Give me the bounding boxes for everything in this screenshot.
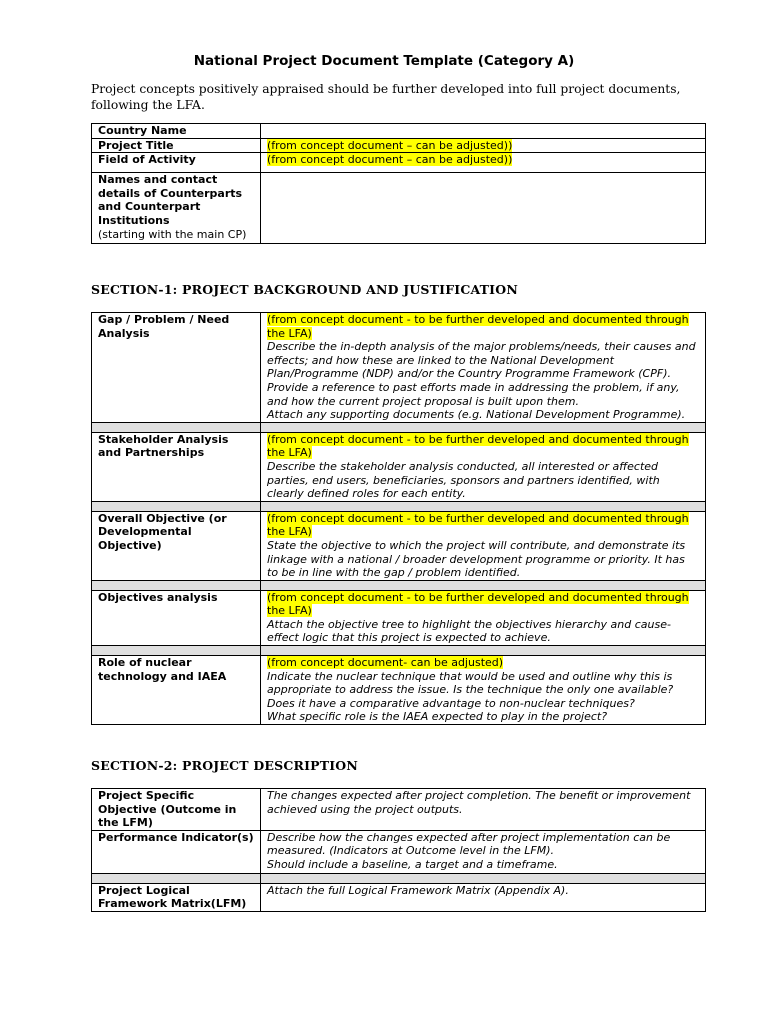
counterparts-label — [92, 173, 261, 244]
logical-framework-label: Project Logical Framework Matrix(LFM) — [92, 883, 261, 911]
specific-objective-text: The changes expected after project completion. The benefit or improvement achieved using the project outputs. — [267, 789, 691, 816]
role-of-nuclear-field[interactable] — [261, 656, 706, 725]
objectives-analysis-label: Objectives analysis — [92, 590, 261, 645]
logical-framework-field[interactable] — [261, 883, 706, 911]
table-row — [92, 883, 706, 911]
table-row — [92, 138, 706, 153]
table-row — [92, 124, 706, 139]
table-separator — [92, 422, 706, 432]
table-row — [92, 313, 706, 423]
table-separator — [92, 501, 706, 511]
role-of-nuclear-text: Indicate the nuclear technique that would be used and outline why this is appropriate to address the issue. Is the technique the only one available? Does it have a comparative advantage to non-nuclear techniques? — [267, 669, 674, 710]
intro-paragraph: Project concepts positively appraised should be further developed into full project documents, following the LFA. — [91, 82, 681, 112]
country-name-field[interactable] — [261, 124, 706, 139]
section-1-table — [91, 312, 706, 725]
project-title-value: (from concept document – can be adjusted)) — [267, 138, 513, 152]
gap-analysis-text: Describe the in-depth analysis of the major problems/needs, their causes and effects; and how these are linked to the National Development Plan/Programme (NDP) and/or the Country Programme Framework (CPF). Provide a reference to past efforts made in addressing the problem, if any, and how the current project proposal is built upon them. — [267, 340, 696, 408]
specific-objective-field[interactable] — [261, 789, 706, 831]
table-row — [92, 153, 706, 173]
performance-indicators-text: Describe how the changes expected after project implementation can be measured. (Indicators at Outcome level in the LFM). — [267, 830, 671, 858]
table-separator — [92, 646, 706, 656]
field-of-activity-field[interactable] — [261, 153, 706, 173]
specific-objective-label: Project Specific Objective (Outcome in the LFM) — [92, 789, 261, 831]
table-row — [92, 656, 706, 725]
counterparts-field[interactable] — [261, 173, 706, 244]
overall-objective-text: State the objective to which the project will contribute, and demonstrate its linkage with a national / broader development programme or priority. It has to be in line with the gap / problem identified. — [267, 538, 686, 580]
performance-indicators-field[interactable] — [261, 830, 706, 873]
table-row — [92, 789, 706, 831]
project-title-label: Project Title — [92, 138, 261, 153]
objectives-analysis-highlight: (from concept document - to be further developed and documented through the LFA) — [267, 590, 689, 618]
performance-indicators-label: Performance Indicator(s) — [92, 830, 261, 873]
header-table — [91, 123, 706, 244]
stakeholder-analysis-text: Describe the stakeholder analysis conducted, all interested or affected parties, end users, beneficiaries, sponsors and partners identified, with clearly defined roles for each entity. — [267, 459, 660, 501]
table-row — [92, 511, 706, 580]
table-row — [92, 590, 706, 645]
field-of-activity-label: Field of Activity — [92, 153, 261, 173]
table-separator — [92, 873, 706, 883]
role-of-nuclear-label: Role of nuclear technology and IAEA — [92, 656, 261, 725]
role-of-nuclear-highlight: (from concept document- can be adjusted) — [267, 656, 504, 670]
gap-analysis-label: Gap / Problem / Need Analysis — [92, 313, 261, 423]
logical-framework-text: Attach the full Logical Framework Matrix (Appendix A). — [267, 883, 569, 897]
objectives-analysis-text: Attach the objective tree to highlight the objectives hierarchy and cause-effect logic that this project is expected to achieve. — [267, 617, 671, 645]
overall-objective-label: Overall Objective (or Developmental Objective) — [92, 511, 261, 580]
document-title: National Project Document Template (Category A) — [193, 53, 575, 69]
country-name-label: Country Name — [92, 124, 261, 139]
overall-objective-highlight: (from concept document - to be further developed and documented through the LFA) — [267, 511, 689, 539]
stakeholder-analysis-label: Stakeholder Analysis and Partnerships — [92, 432, 261, 501]
performance-indicators-text-2: Should include a baseline, a target and a timeframe. — [267, 857, 558, 871]
project-title-field[interactable] — [261, 138, 706, 153]
gap-analysis-text-2: Attach any supporting documents (e.g. National Development Programme). — [267, 408, 686, 422]
field-of-activity-value: (from concept document – can be adjusted)) — [267, 153, 513, 167]
table-separator — [92, 580, 706, 590]
stakeholder-analysis-field[interactable] — [261, 432, 706, 501]
counterparts-label-text: Names and contact details of Counterparts and Counterpart Institutions — [98, 173, 243, 227]
stakeholder-analysis-highlight: (from concept document - to be further developed and documented through the LFA) — [267, 432, 689, 460]
counterparts-label-sub: (starting with the main CP) — [98, 227, 247, 241]
table-row — [92, 432, 706, 501]
section-1-heading: SECTION-1: PROJECT BACKGROUND AND JUSTIFICATION — [91, 282, 518, 297]
table-row — [92, 830, 706, 873]
section-2-heading: SECTION-2: PROJECT DESCRIPTION — [91, 758, 358, 773]
objectives-analysis-field[interactable] — [261, 590, 706, 645]
gap-analysis-highlight: (from concept document - to be further developed and documented through the LFA) — [267, 313, 689, 340]
gap-analysis-field[interactable] — [261, 313, 706, 423]
table-row — [92, 173, 706, 244]
role-of-nuclear-text-2: What specific role is the IAEA expected to play in the project? — [267, 710, 608, 724]
overall-objective-field[interactable] — [261, 511, 706, 580]
section-2-table — [91, 788, 706, 912]
